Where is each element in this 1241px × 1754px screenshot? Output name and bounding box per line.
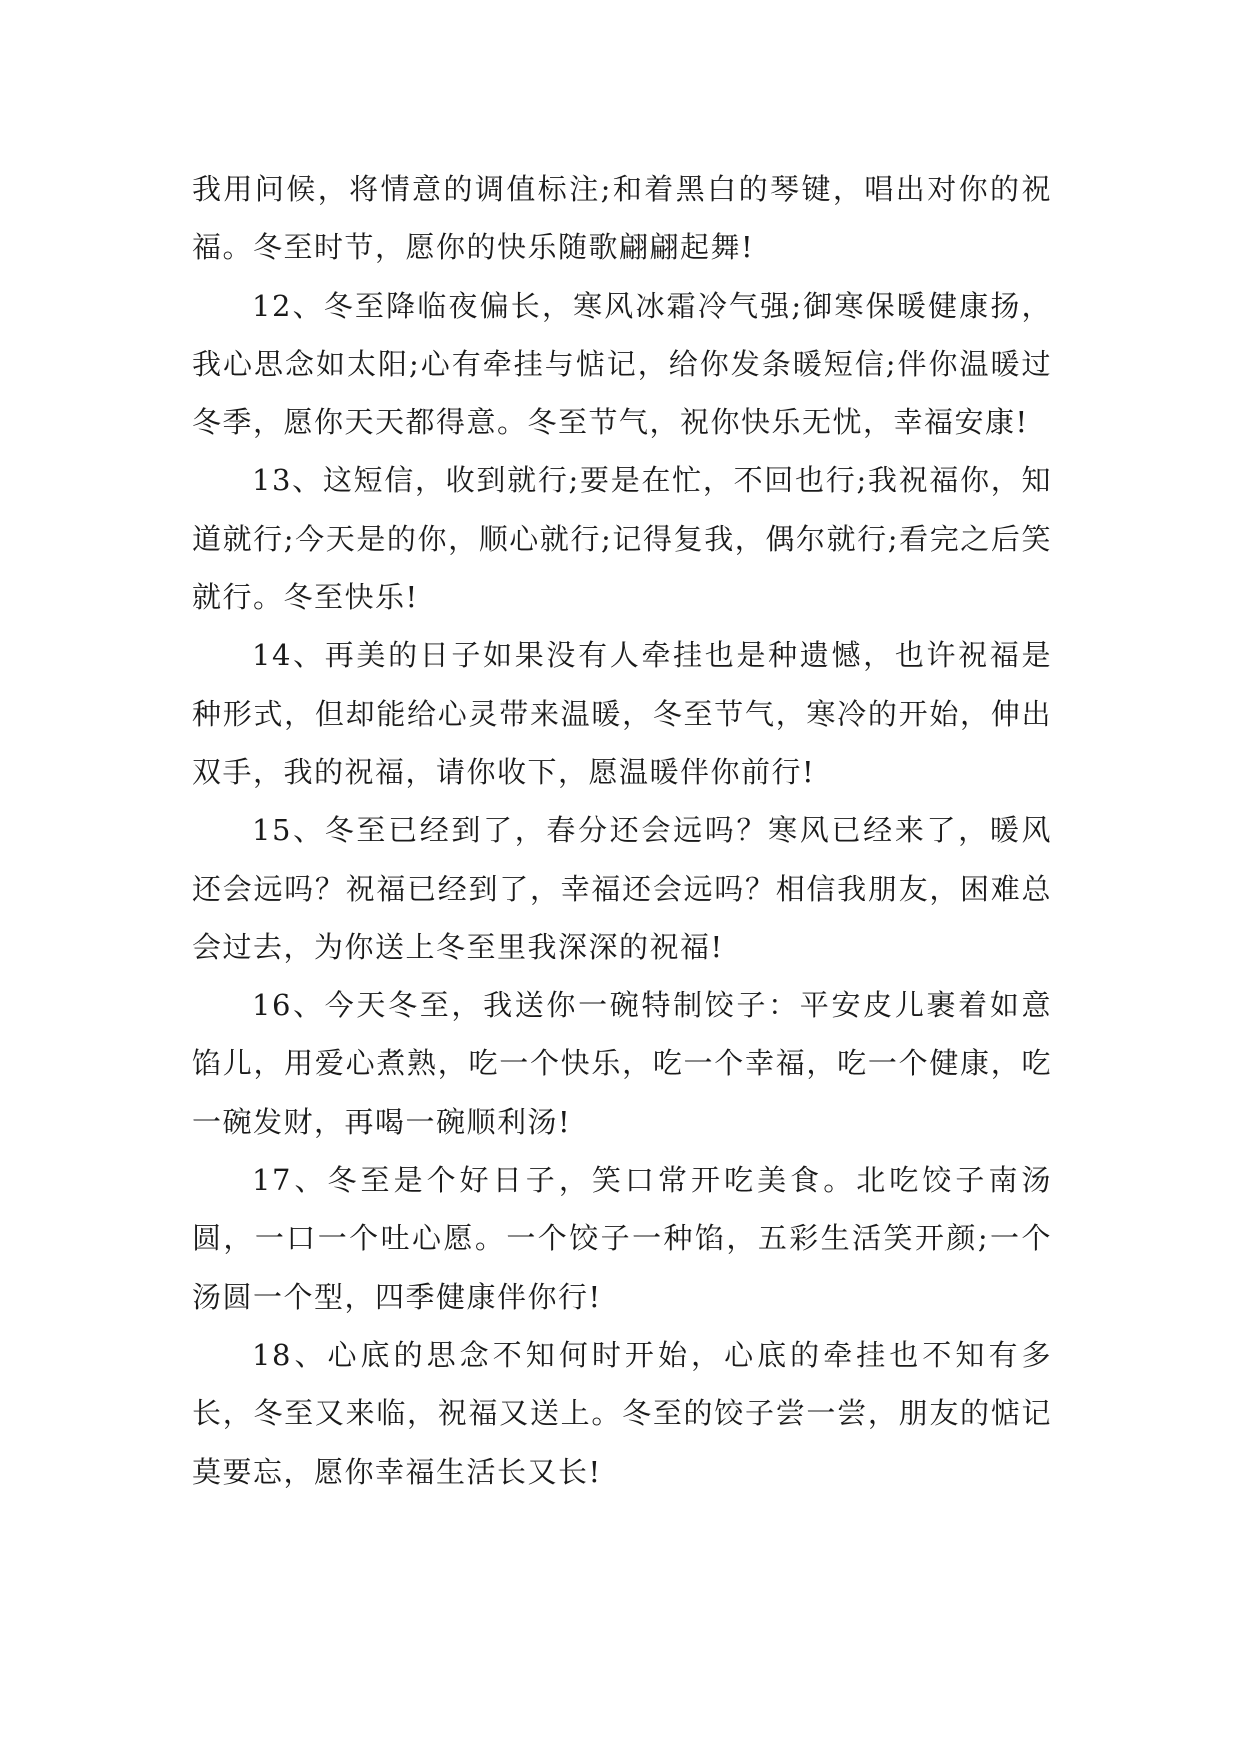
paragraph-17: 17、冬至是个好日子，笑口常开吃美食。北吃饺子南汤圆，一口一个吐心愿。一个饺子一种馅，五彩生活笑开颜;一个汤圆一个型，四季健康伴你行!: [192, 1163, 1052, 1314]
paragraph-13: 13、这短信，收到就行;要是在忙，不回也行;我祝福你，知道就行;今天是的你，顺心就行;记得复我，偶尔就行;看完之后笑就行。冬至快乐!: [192, 463, 1052, 615]
document-body: [192, 160, 1052, 1501]
paragraph-continuation: 我用问候，将情意的调值标注;和着黑白的琴键，唱出对你的祝福。冬至时节，愿你的快乐随歌翩翩起舞!: [192, 172, 1052, 265]
paragraph-16: 16、今天冬至，我送你一碗特制饺子：平安皮儿裹着如意馅儿，用爱心煮熟，吃一个快乐，吃一个幸福，吃一个健康，吃一碗发财，再喝一碗顺利汤!: [192, 988, 1052, 1139]
paragraph-12: 12、冬至降临夜偏长，寒风冰霜冷气强;御寒保暖健康扬，我心思念如太阳;心有牵挂与惦记，给你发条暖短信;伴你温暖过冬季，愿你天天都得意。冬至节气，祝你快乐无忧，幸福安康!: [192, 288, 1052, 440]
paragraph-15: 15、冬至已经到了，春分还会远吗？寒风已经来了，暖风还会远吗？祝福已经到了，幸福还会远吗？相信我朋友，困难总会过去，为你送上冬至里我深深的祝福!: [192, 813, 1052, 964]
paragraph-18: 18、心底的思念不知何时开始，心底的牵挂也不知有多长，冬至又来临，祝福又送上。冬至的饺子尝一尝，朋友的惦记莫要忘，愿你幸福生活长又长!: [192, 1337, 1052, 1489]
paragraph-14: 14、再美的日子如果没有人牵挂也是种遗憾，也许祝福是种形式，但却能给心灵带来温暖，冬至节气，寒冷的开始，伸出双手，我的祝福，请你收下，愿温暖伴你前行!: [192, 638, 1052, 789]
